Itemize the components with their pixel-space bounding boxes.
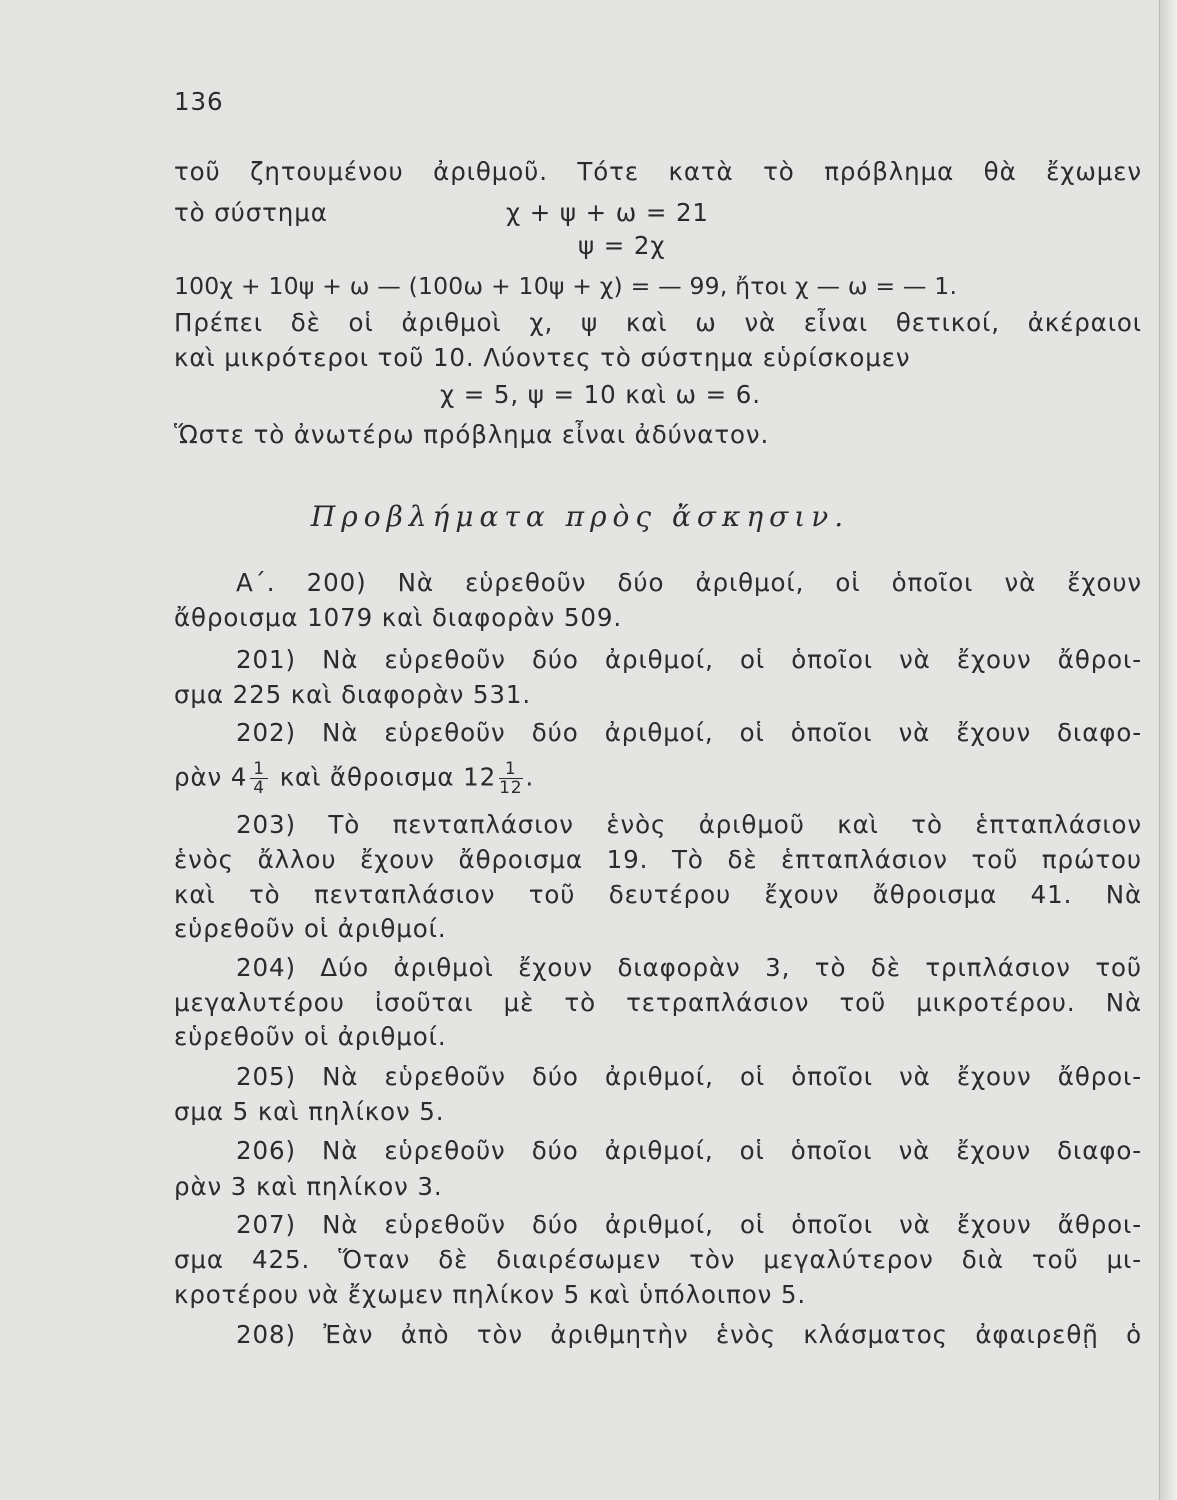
fraction-denominator: 12	[499, 778, 523, 798]
text-segment: καὶ ἄθροισμα 12	[279, 762, 497, 792]
text-line: τὸ σύστημα	[174, 198, 328, 227]
problem-line: εὑρεθοῦν οἱ ἀριθμοί.	[174, 914, 447, 943]
problem-line: εὑρεθοῦν οἱ ἀριθμοί.	[174, 1022, 447, 1051]
equation: ψ = 2χ	[578, 231, 666, 260]
text-segment: .	[525, 762, 535, 792]
problem-line: 203) Τὸ πενταπλάσιον ἑνὸς ἀριθμοῦ καὶ τὸ ἑπταπλάσιον	[236, 810, 1142, 839]
text-line: καὶ μικρότεροι τοῦ 10. Λύοντες τὸ σύστημα εὑρίσκομεν	[174, 343, 911, 372]
text-segment: ρὰν 4	[174, 762, 248, 792]
problem-line: κροτέρου νὰ ἔχωμεν πηλίκον 5 καὶ ὑπόλοιπον 5.	[174, 1280, 807, 1309]
problem-line: 201) Νὰ εὑρεθοῦν δύο ἀριθμοί, οἱ ὁποῖοι νὰ ἔχουν ἄθροι-	[236, 645, 1142, 674]
equation: 100χ + 10ψ + ω — (100ω + 10ψ + χ) = — 99, ἤτοι χ — ω = — 1.	[174, 272, 958, 300]
problem-line: Α΄. 200) Νὰ εὑρεθοῦν δύο ἀριθμοί, οἱ ὁποῖοι νὰ ἔχουν	[236, 568, 1142, 597]
problem-line: 206) Νὰ εὑρεθοῦν δύο ἀριθμοί, οἱ ὁποῖοι νὰ ἔχουν διαφο-	[236, 1136, 1142, 1165]
problem-line: σμα 225 καὶ διαφορὰν 531.	[174, 680, 532, 709]
text-line: τοῦ ζητουμένου ἀριθμοῦ. Τότε κατὰ τὸ πρόβλημα θὰ ἔχωμεν	[174, 157, 1142, 186]
equation: χ = 5, ψ = 10 καὶ ω = 6.	[440, 380, 761, 409]
problem-line: σμα 425. Ὅταν δὲ διαιρέσωμεν τὸν μεγαλύτερον διὰ τοῦ μι-	[174, 1245, 1142, 1274]
page-edge	[1159, 0, 1177, 1500]
problem-line: ρὰν 3 καὶ πηλίκον 3.	[174, 1172, 443, 1201]
problem-line: 208) Ἐὰν ἀπὸ τὸν ἀριθμητὴν ἑνὸς κλάσματος ἀφαιρεθῇ ὁ	[236, 1320, 1142, 1349]
equation: χ + ψ + ω = 21	[506, 198, 709, 227]
fraction-numerator: 1	[250, 760, 268, 779]
fraction	[250, 760, 268, 797]
problem-line-with-fractions	[174, 760, 534, 797]
problem-line: καὶ τὸ πενταπλάσιον τοῦ δευτέρου ἔχουν ἄθροισμα 41. Νὰ	[174, 880, 1142, 909]
text-line: Ὥστε τὸ ἀνωτέρω πρόβλημα εἶναι ἀδύνατον.	[174, 420, 770, 449]
problem-line: 202) Νὰ εὑρεθοῦν δύο ἀριθμοί, οἱ ὁποῖοι νὰ ἔχουν διαφο-	[236, 718, 1142, 747]
page-number: 136	[174, 87, 224, 116]
problem-line: 207) Νὰ εὑρεθοῦν δύο ἀριθμοί, οἱ ὁποῖοι νὰ ἔχουν ἄθροι-	[236, 1210, 1142, 1239]
fraction	[499, 760, 522, 797]
problem-line: σμα 5 καὶ πηλίκον 5.	[174, 1097, 445, 1126]
fraction-numerator: 1	[499, 760, 522, 779]
text-line: Πρέπει δὲ οἱ ἀριθμοὶ χ, ψ καὶ ω νὰ εἶναι θετικοί, ἀκέραιοι	[174, 308, 1142, 337]
problem-line: μεγαλυτέρου ἰσοῦται μὲ τὸ τετραπλάσιον τοῦ μικροτέρου. Νὰ	[174, 988, 1142, 1017]
section-heading: Προβλήματα πρὸς ἄσκησιν.	[310, 500, 850, 533]
problem-line: ἄθροισμα 1079 καὶ διαφορὰν 509.	[174, 603, 623, 632]
problem-line: 204) Δύο ἀριθμοὶ ἔχουν διαφορὰν 3, τὸ δὲ τριπλάσιον τοῦ	[236, 953, 1142, 982]
fraction-denominator: 4	[253, 778, 265, 798]
problem-line: 205) Νὰ εὑρεθοῦν δύο ἀριθμοί, οἱ ὁποῖοι νὰ ἔχουν ἄθροι-	[236, 1062, 1142, 1091]
problem-line: ἑνὸς ἄλλου ἔχουν ἄθροισμα 19. Τὸ δὲ ἑπταπλάσιον τοῦ πρώτου	[174, 845, 1142, 874]
